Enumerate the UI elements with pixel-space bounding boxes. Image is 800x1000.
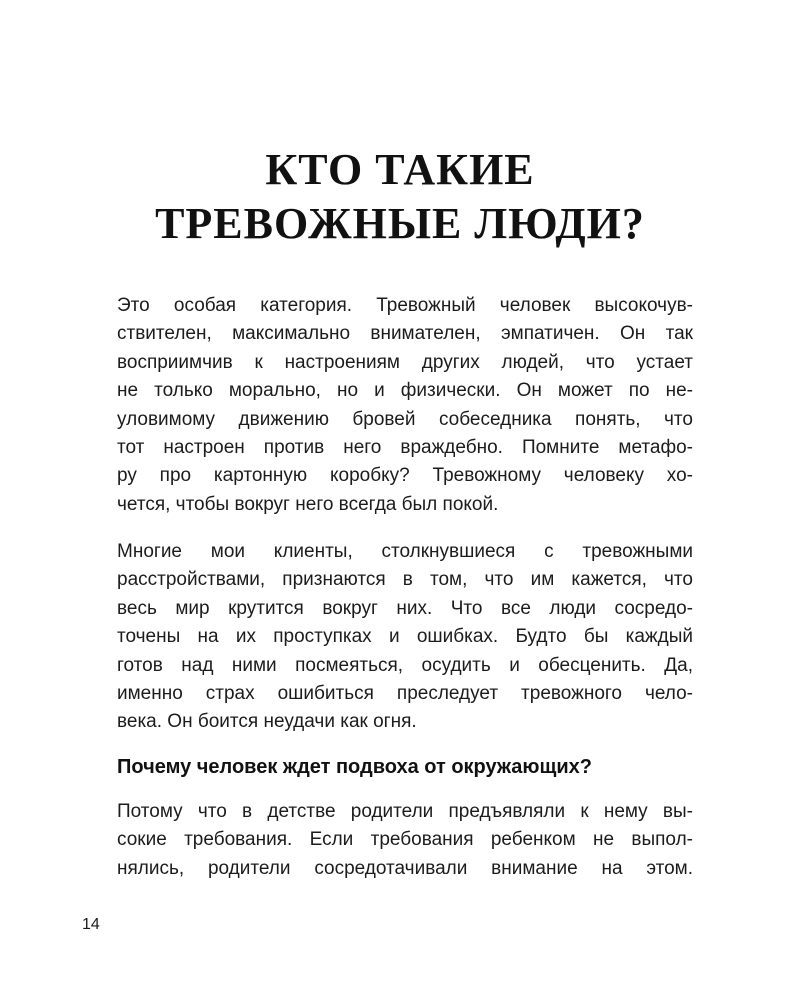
text-line: расстройствами, признаются в том, что им кажется, что bbox=[117, 569, 693, 591]
text-line: нялись, родители сосредотачивали внимание на этом. bbox=[117, 857, 693, 879]
text-line: весь мир крутится вокруг них. Что все люди сосредо- bbox=[117, 597, 693, 619]
text-line: именно страх ошибиться преследует тревожного чело- bbox=[117, 682, 693, 704]
text-line: восприимчив к настроениям других людей, что устает bbox=[117, 351, 693, 373]
paragraph-2 bbox=[117, 538, 693, 737]
text-line: готов над ними посмеяться, осудить и обесценить. Да, bbox=[117, 654, 693, 676]
text-line: тот настроен против него враждебно. Помните метафо- bbox=[117, 436, 693, 458]
text-line: ствителен, максимально внимателен, эмпатичен. Он так bbox=[117, 323, 693, 345]
text-line: Многие мои клиенты, столкнувшиеся с тревожными bbox=[117, 541, 693, 562]
text-line: Это особая категория. Тревожный человек высокочув- bbox=[117, 295, 693, 316]
paragraph-1 bbox=[117, 292, 693, 519]
text-line: точены на их проступках и ошибках. Будто бы каждый bbox=[117, 626, 693, 648]
paragraph-3 bbox=[117, 798, 693, 883]
section-subheading: Почему человек ждет подвоха от окружающих? bbox=[117, 756, 593, 778]
text-line: чется, чтобы вокруг него всегда был покой. bbox=[117, 493, 499, 515]
text-line: уловимому движению бровей собеседника понять, что bbox=[117, 408, 693, 430]
text-line: сокие требования. Если требования ребенком не выпол- bbox=[117, 829, 693, 851]
page-number: 14 bbox=[82, 916, 100, 933]
text-line: ру про картонную коробку? Тревожному человеку хо- bbox=[117, 465, 693, 487]
chapter-title-line: ТРЕВОЖНЫЕ ЛЮДИ? bbox=[155, 199, 645, 248]
chapter-title bbox=[0, 143, 800, 251]
text-line: Потому что в детстве родители предъявляли к нему вы- bbox=[117, 801, 693, 822]
chapter-title-line: КТО ТАКИЕ bbox=[265, 145, 535, 194]
text-line: не только морально, но и физически. Он может по не- bbox=[117, 380, 693, 402]
text-line: века. Он боится неудачи как огня. bbox=[117, 711, 417, 733]
